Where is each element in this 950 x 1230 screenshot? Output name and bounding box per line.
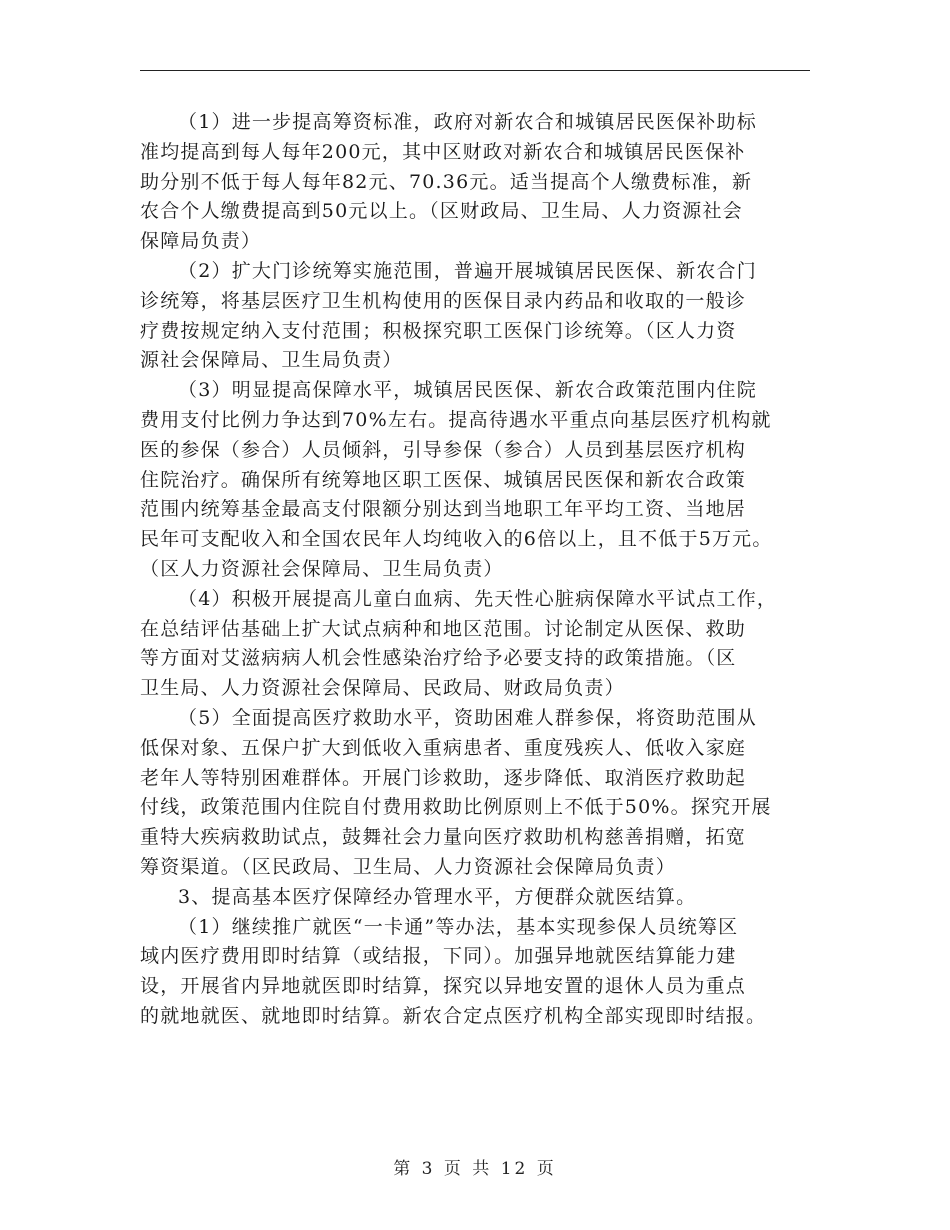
text-line: 农合个人缴费提高到50元以上。（区财政局、卫生局、人力资源社会 — [140, 200, 743, 223]
text-line: 医的参保（参合）人员倾斜，引导参保（参合）人员到基层医疗机构 — [140, 438, 747, 461]
page-footer: 第 3 页 共 12 页 — [393, 1159, 557, 1179]
text-line: （4）积极开展提高儿童白血病、先天性心脏病保障水平试点工作， — [178, 587, 778, 610]
text-line: 3、提高基本医疗保障经办管理水平，方便群众就医结算。 — [178, 885, 697, 908]
text-line: 等方面对艾滋病病人机会性感染治疗给予必要支持的政策措施。（区 — [140, 647, 737, 670]
text-line: 住院治疗。确保所有统筹地区职工医保、城镇居民医保和新农合政策 — [140, 468, 747, 491]
text-line: 筹资渠道。（区民政局、卫生局、人力资源社会保障局负责） — [140, 855, 676, 878]
text-line: 疗费按规定纳入支付范围；积极探究职工医保门诊统筹。（区人力资 — [140, 319, 737, 342]
text-line: （1）继续推广就医“一卡通”等办法，基本实现参保人员统筹区 — [178, 915, 739, 938]
text-line: （区人力资源社会保障局、卫生局负责） — [140, 557, 504, 580]
text-line: 低保对象、五保户扩大到低收入重病患者、重度残疾人、低收入家庭 — [140, 736, 747, 759]
text-line: 设，开展省内异地就医即时结算，探究以异地安置的退休人员为重点 — [140, 975, 747, 998]
header-rule — [140, 70, 810, 71]
text-line: 费用支付比例力争达到70%左右。提高待遇水平重点向基层医疗机构就 — [140, 408, 772, 431]
text-line: 准均提高到每人每年200元，其中区财政对新农合和城镇居民医保补 — [140, 140, 746, 163]
text-line: 源社会保障局、卫生局负责） — [140, 349, 403, 372]
text-line: 范围内统筹基金最高支付限额分别达到当地职工年平均工资、当地居 — [140, 498, 747, 521]
text-line: 域内医疗费用即时结算（或结报，下同）。加强异地就医结算能力建 — [140, 945, 737, 968]
document-body — [140, 108, 830, 1032]
text-line: 诊统筹，将基层医疗卫生机构使用的医保目录内药品和收取的一般诊 — [140, 289, 747, 312]
text-line: 民年可支配收入和全国农民年人均纯收入的6倍以上，且不低于5万元。 — [140, 528, 773, 551]
text-line: 助分别不低于每人每年82元、70.36元。适当提高个人缴费标准，新 — [140, 170, 753, 193]
text-line: （5）全面提高医疗救助水平，资助困难人群参保，将资助范围从 — [178, 706, 757, 729]
text-line: 付线，政策范围内住院自付费用救助比例原则上不低于50%。探究开展 — [140, 796, 772, 819]
text-line: 的就地就医、就地即时结算。新农合定点医疗机构全部实现即时结报。 — [140, 1004, 767, 1027]
text-line: 在总结评估基础上扩大试点病种和地区范围。讨论制定从医保、救助 — [140, 617, 747, 640]
text-line: 卫生局、人力资源社会保障局、民政局、财政局负责） — [140, 677, 625, 700]
text-line: （3）明显提高保障水平，城镇居民医保、新农合政策范围内住院 — [178, 379, 757, 402]
text-line: （1）进一步提高筹资标准，政府对新农合和城镇居民医保补助标 — [178, 111, 757, 133]
text-line: （2）扩大门诊统筹实施范围，普遍开展城镇居民医保、新农合门 — [178, 259, 757, 282]
text-line: 老年人等特别困难群体。开展门诊救助，逐步降低、取消医疗救助起 — [140, 766, 747, 789]
text-line: 保障局负责） — [140, 230, 262, 253]
text-line: 重特大疾病救助试点，鼓舞社会力量向医疗救助机构慈善捐赠，拓宽 — [140, 826, 747, 849]
